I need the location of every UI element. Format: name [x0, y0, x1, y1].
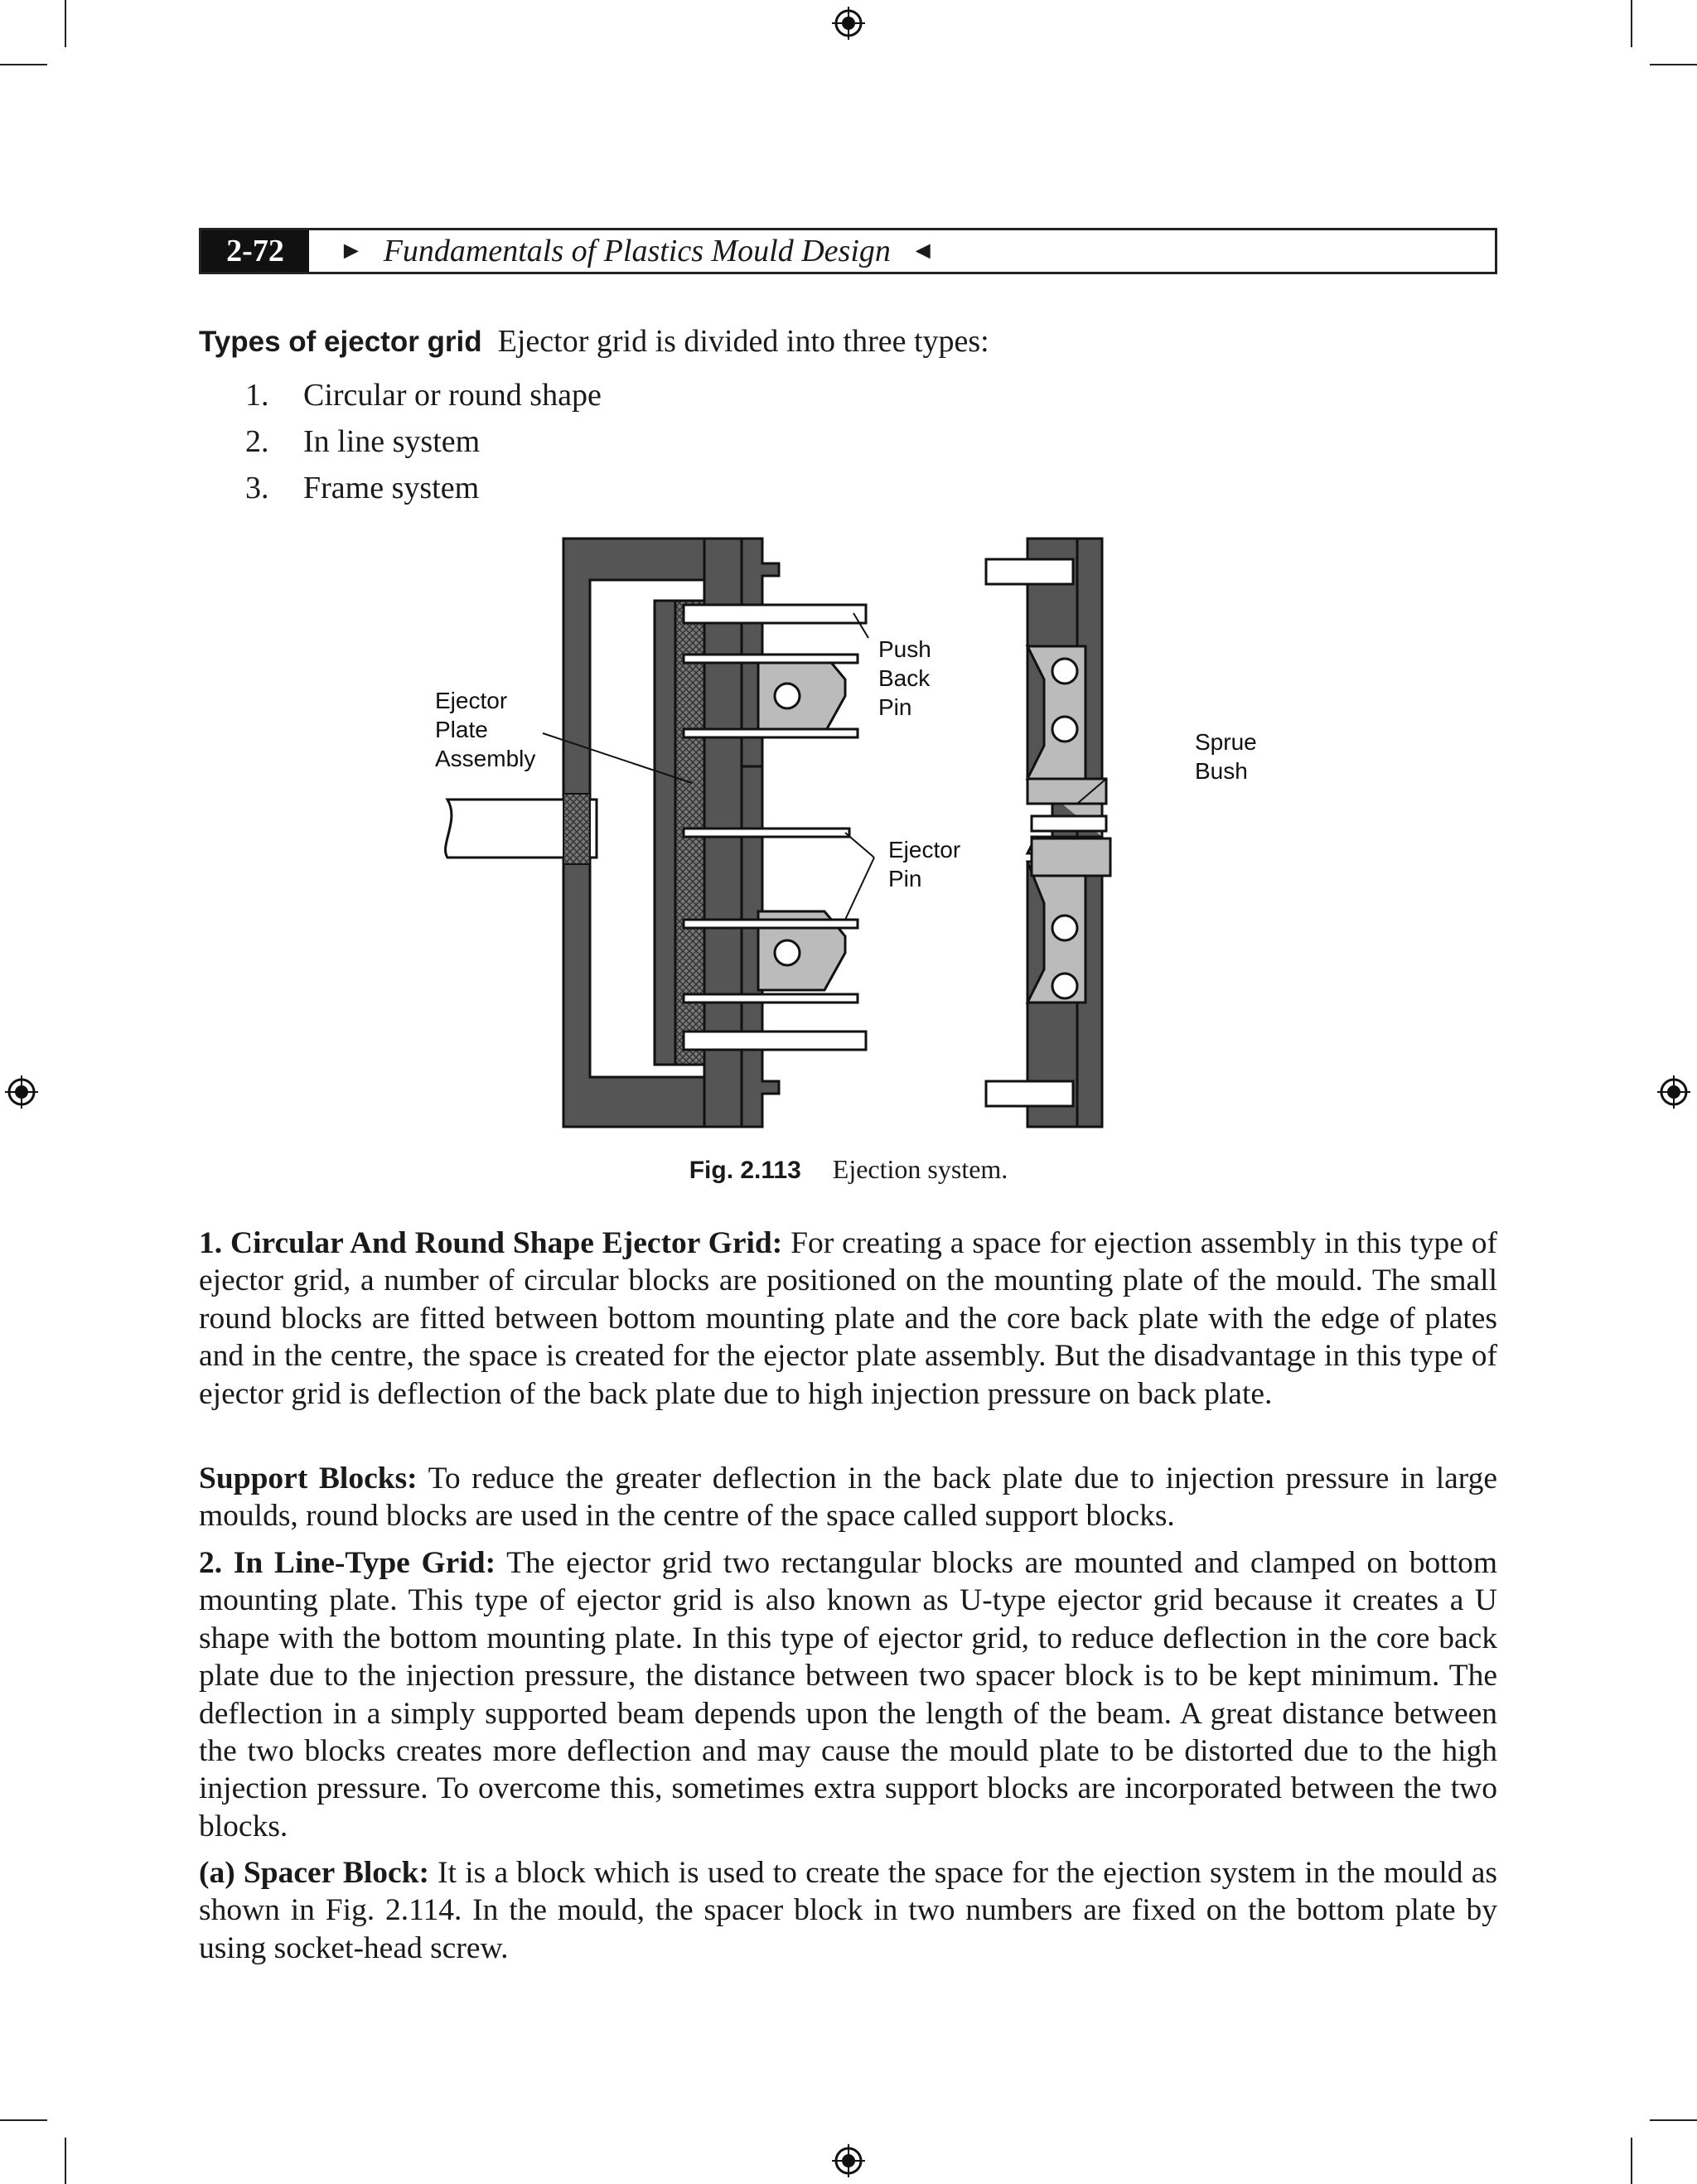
paragraph-circular-grid: 1. Circular And Round Shape Ejector Grid: For creating a space for ejection assembly in this type of ejector grid, a number of circular blocks are positioned on the mounting plate of the mould. The small round blocks are fitted between bottom mounting plate and the core back plate with the edge of plates and in the centre, the space is created for the ejector plate assembly. But the disadvantage in this type of ejector grid is deflection of the back plate due to high injection pressure on back plate.: [199, 1226, 1497, 1411]
svg-text:Assembly: Assembly: [435, 746, 536, 771]
paragraph-inline-grid: 2. In Line-Type Grid: The ejector grid two rectangular blocks are mounted and clamped on bottom mounting plate. This type of ejector grid is also known as U-type ejector grid because it creates a U shape with the bottom mounting plate. In this type of ejector grid, to reduce deflection in the core back plate due to the injection pressure, the distance between two spacer block is to be kept minimum. The deflection in a simply supported beam depends upon the length of the beam. A great distance between the two blocks creates more deflection and may cause the mould plate to be distorted due to the high injection pressure. To overcome this, sometimes extra support blocks are incorporated between the two blocks.: [199, 1546, 1497, 1843]
ejector-retainer-plate: [655, 601, 675, 1065]
running-title: Fundamentals of Plastics Mould Design: [383, 234, 891, 268]
right-triangle-icon: ◄: [910, 237, 936, 264]
label-sprue-bush: Sprue: [1195, 729, 1257, 755]
registration-mark-icon: [1656, 1074, 1692, 1110]
svg-text:Bush: Bush: [1195, 758, 1248, 784]
label-ejector-plate-assembly: Ejector: [435, 688, 508, 713]
ejection-system-figure: [414, 530, 1293, 1135]
figure-caption-text: Ejection system.: [832, 1154, 1008, 1184]
list-item: 2. In line system: [245, 424, 481, 459]
svg-text:Pin: Pin: [888, 866, 922, 891]
left-triangle-icon: ►: [339, 237, 364, 264]
crop-mark: [65, 2138, 66, 2184]
core-insert: [758, 655, 845, 733]
section-heading: [199, 323, 989, 360]
registration-mark-icon: [830, 2143, 867, 2179]
figure-caption: [0, 1154, 1697, 1185]
running-header: [199, 228, 1497, 274]
crop-mark: [1631, 0, 1632, 47]
label-push-back-pin: Push: [878, 636, 931, 662]
paragraph-spacer-block: (a) Spacer Block: It is a block which is used to create the space for the ejection system in the mould as shown in Fig. 2.114. In the mould, the spacer block in two numbers are fixed on the bottom plate by using socket-head screw.: [199, 1856, 1497, 1965]
figure-number: Fig. 2.113: [689, 1157, 801, 1184]
label-ejector-pin: Ejector: [888, 837, 961, 862]
registration-mark-icon: [3, 1074, 40, 1110]
crop-mark: [0, 64, 47, 65]
section-intro: Ejector grid is divided into three types:: [497, 324, 989, 359]
page-number: 2-72: [201, 230, 309, 272]
crop-mark: [1650, 2119, 1697, 2121]
crop-mark: [1631, 2138, 1632, 2184]
list-item: 1. Circular or round shape: [245, 378, 602, 413]
svg-text:Pin: Pin: [878, 694, 912, 720]
crop-mark: [65, 0, 66, 47]
paragraph-support-blocks: Support Blocks: To reduce the greater deflection in the back plate due to injection pressure in large moulds, round blocks are used in the centre of the space called support blocks.: [199, 1462, 1497, 1534]
running-title-group: [339, 233, 936, 269]
types-list: [245, 377, 602, 516]
list-item: 3. Frame system: [245, 471, 480, 505]
section-heading-bold: Types of ejector grid: [199, 326, 482, 358]
registration-mark-icon: [830, 5, 867, 41]
crop-mark: [0, 2119, 47, 2121]
svg-text:Plate: Plate: [435, 717, 488, 742]
crop-mark: [1650, 64, 1697, 65]
svg-text:Back: Back: [878, 665, 931, 691]
